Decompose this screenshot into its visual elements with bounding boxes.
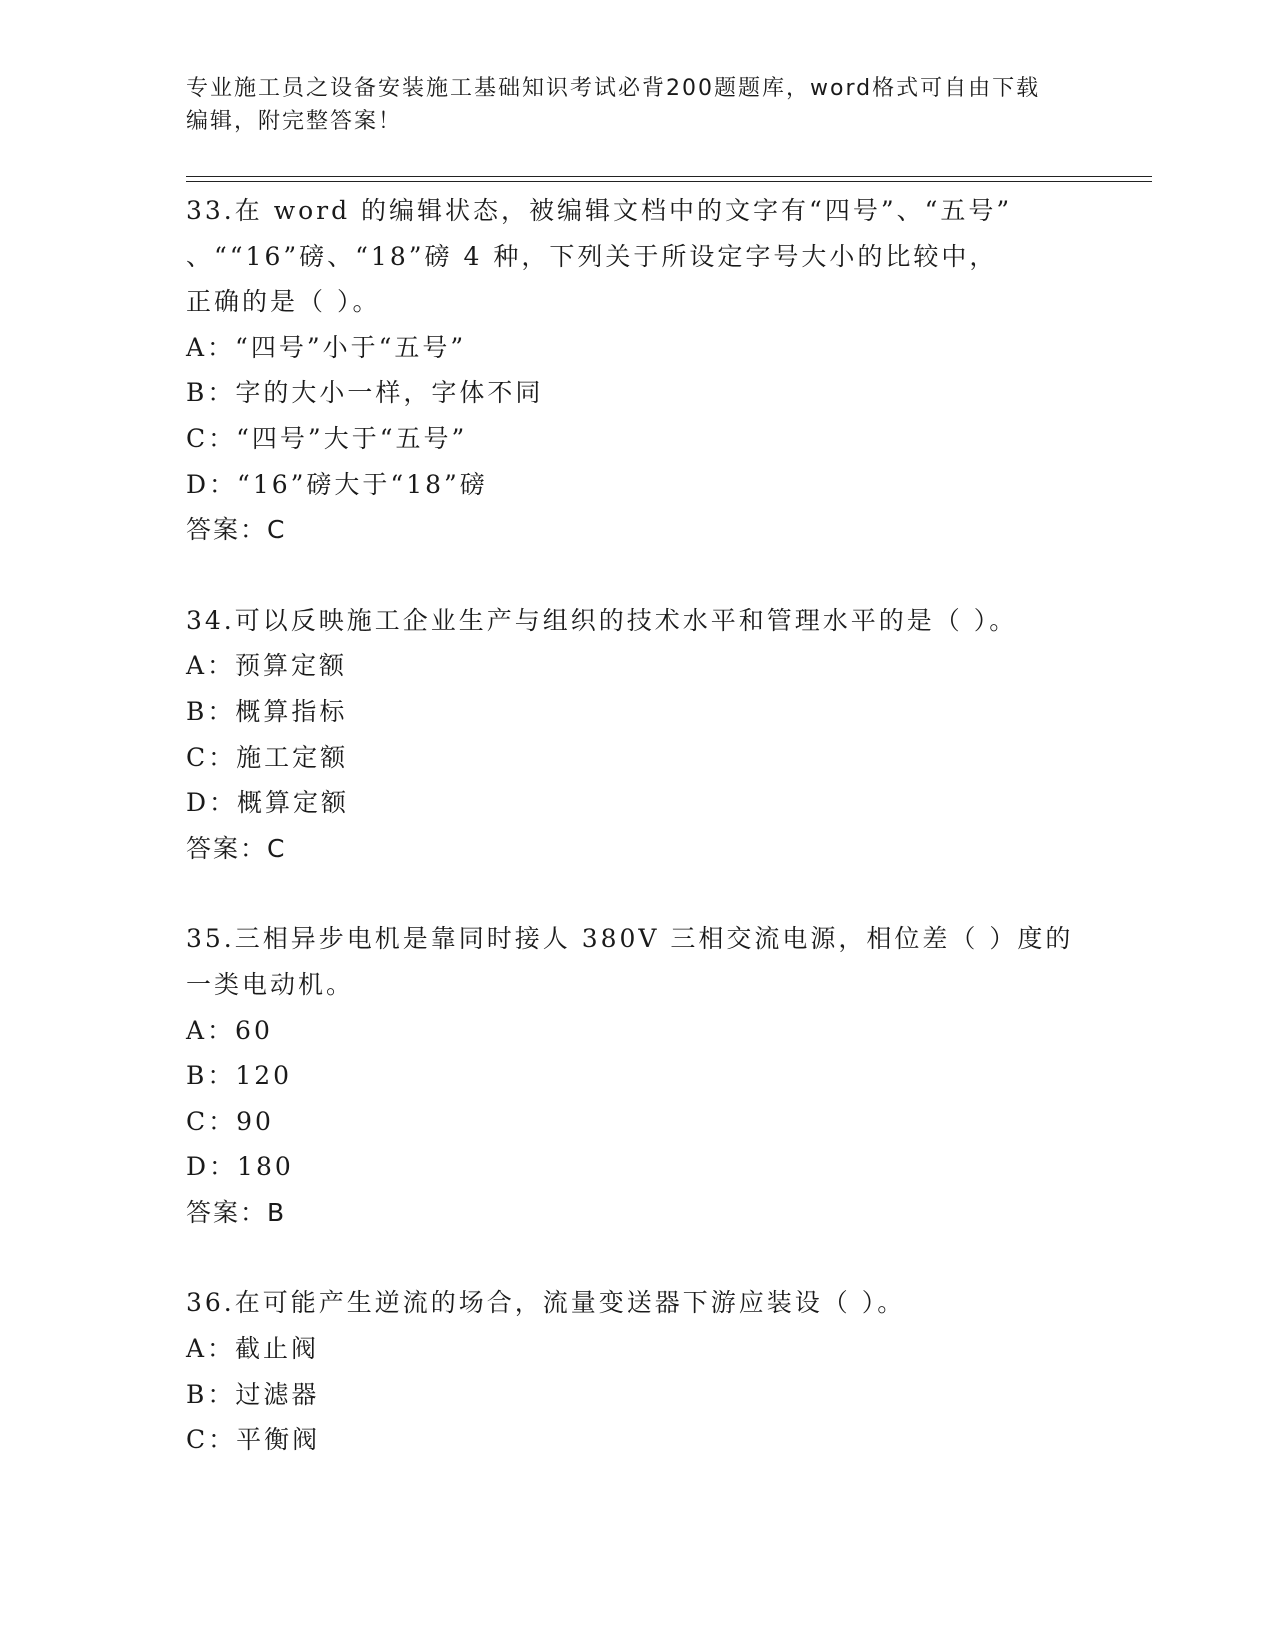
option-b: B：120 <box>186 1061 293 1091</box>
question-36 <box>186 1280 1086 1462</box>
option-c: C：“四号”大于“五号” <box>186 423 468 453</box>
question-stem-line: 36.在可能产生逆流的场合，流量变送器下游应装设（ ）。 <box>186 1288 906 1318</box>
header-rule-top <box>186 176 1152 177</box>
header-line: 专业施工员之设备安装施工基础知识考试必背200题题库，word格式可自由下载 <box>186 76 1041 101</box>
option-a: A：截止阀 <box>186 1334 320 1364</box>
question-stem-line: 33.在 word 的编辑状态，被编辑文档中的文字有“四号”、“五号” <box>186 196 1013 225</box>
answer-line: 答案：B <box>186 1197 287 1227</box>
option-c: C：施工定额 <box>186 742 349 772</box>
option-d: D：180 <box>186 1152 294 1182</box>
question-stem-line: 一类电动机。 <box>186 969 355 999</box>
option-a: A：60 <box>186 1015 273 1045</box>
question-stem-line: 35.三相异步电机是靠同时接人 380V 三相交流电源，相位差（ ）度的 <box>186 924 1074 954</box>
option-c: C：平衡阀 <box>186 1425 321 1455</box>
header-rule-bottom <box>186 181 1152 182</box>
option-c: C：90 <box>186 1106 274 1136</box>
answer-line: 答案：C <box>186 515 287 545</box>
question-35 <box>186 916 1086 1235</box>
question-stem-line: 34.可以反映施工企业生产与组织的技术水平和管理水平的是（ ）。 <box>186 605 1018 635</box>
question-stem-line: 、““16”磅、“18”磅 4 种，下列关于所设定字号大小的比较中， <box>186 241 998 271</box>
option-d: D：“16”磅大于“18”磅 <box>186 469 488 499</box>
option-a: A：预算定额 <box>186 651 348 681</box>
question-list <box>186 188 1086 1508</box>
option-d: D：概算定额 <box>186 788 350 818</box>
option-b: B：过滤器 <box>186 1379 320 1409</box>
question-stem-line: 正确的是（ ）。 <box>186 287 381 317</box>
option-b: B：概算指标 <box>186 696 348 726</box>
answer-line: 答案：C <box>186 833 287 863</box>
header-line: 编辑，附完整答案！ <box>186 109 403 134</box>
question-34 <box>186 598 1086 872</box>
option-b: B：字的大小一样，字体不同 <box>186 378 544 408</box>
option-a: A：“四号”小于“五号” <box>186 332 467 362</box>
document-header <box>186 72 1066 138</box>
question-33 <box>186 188 1086 553</box>
